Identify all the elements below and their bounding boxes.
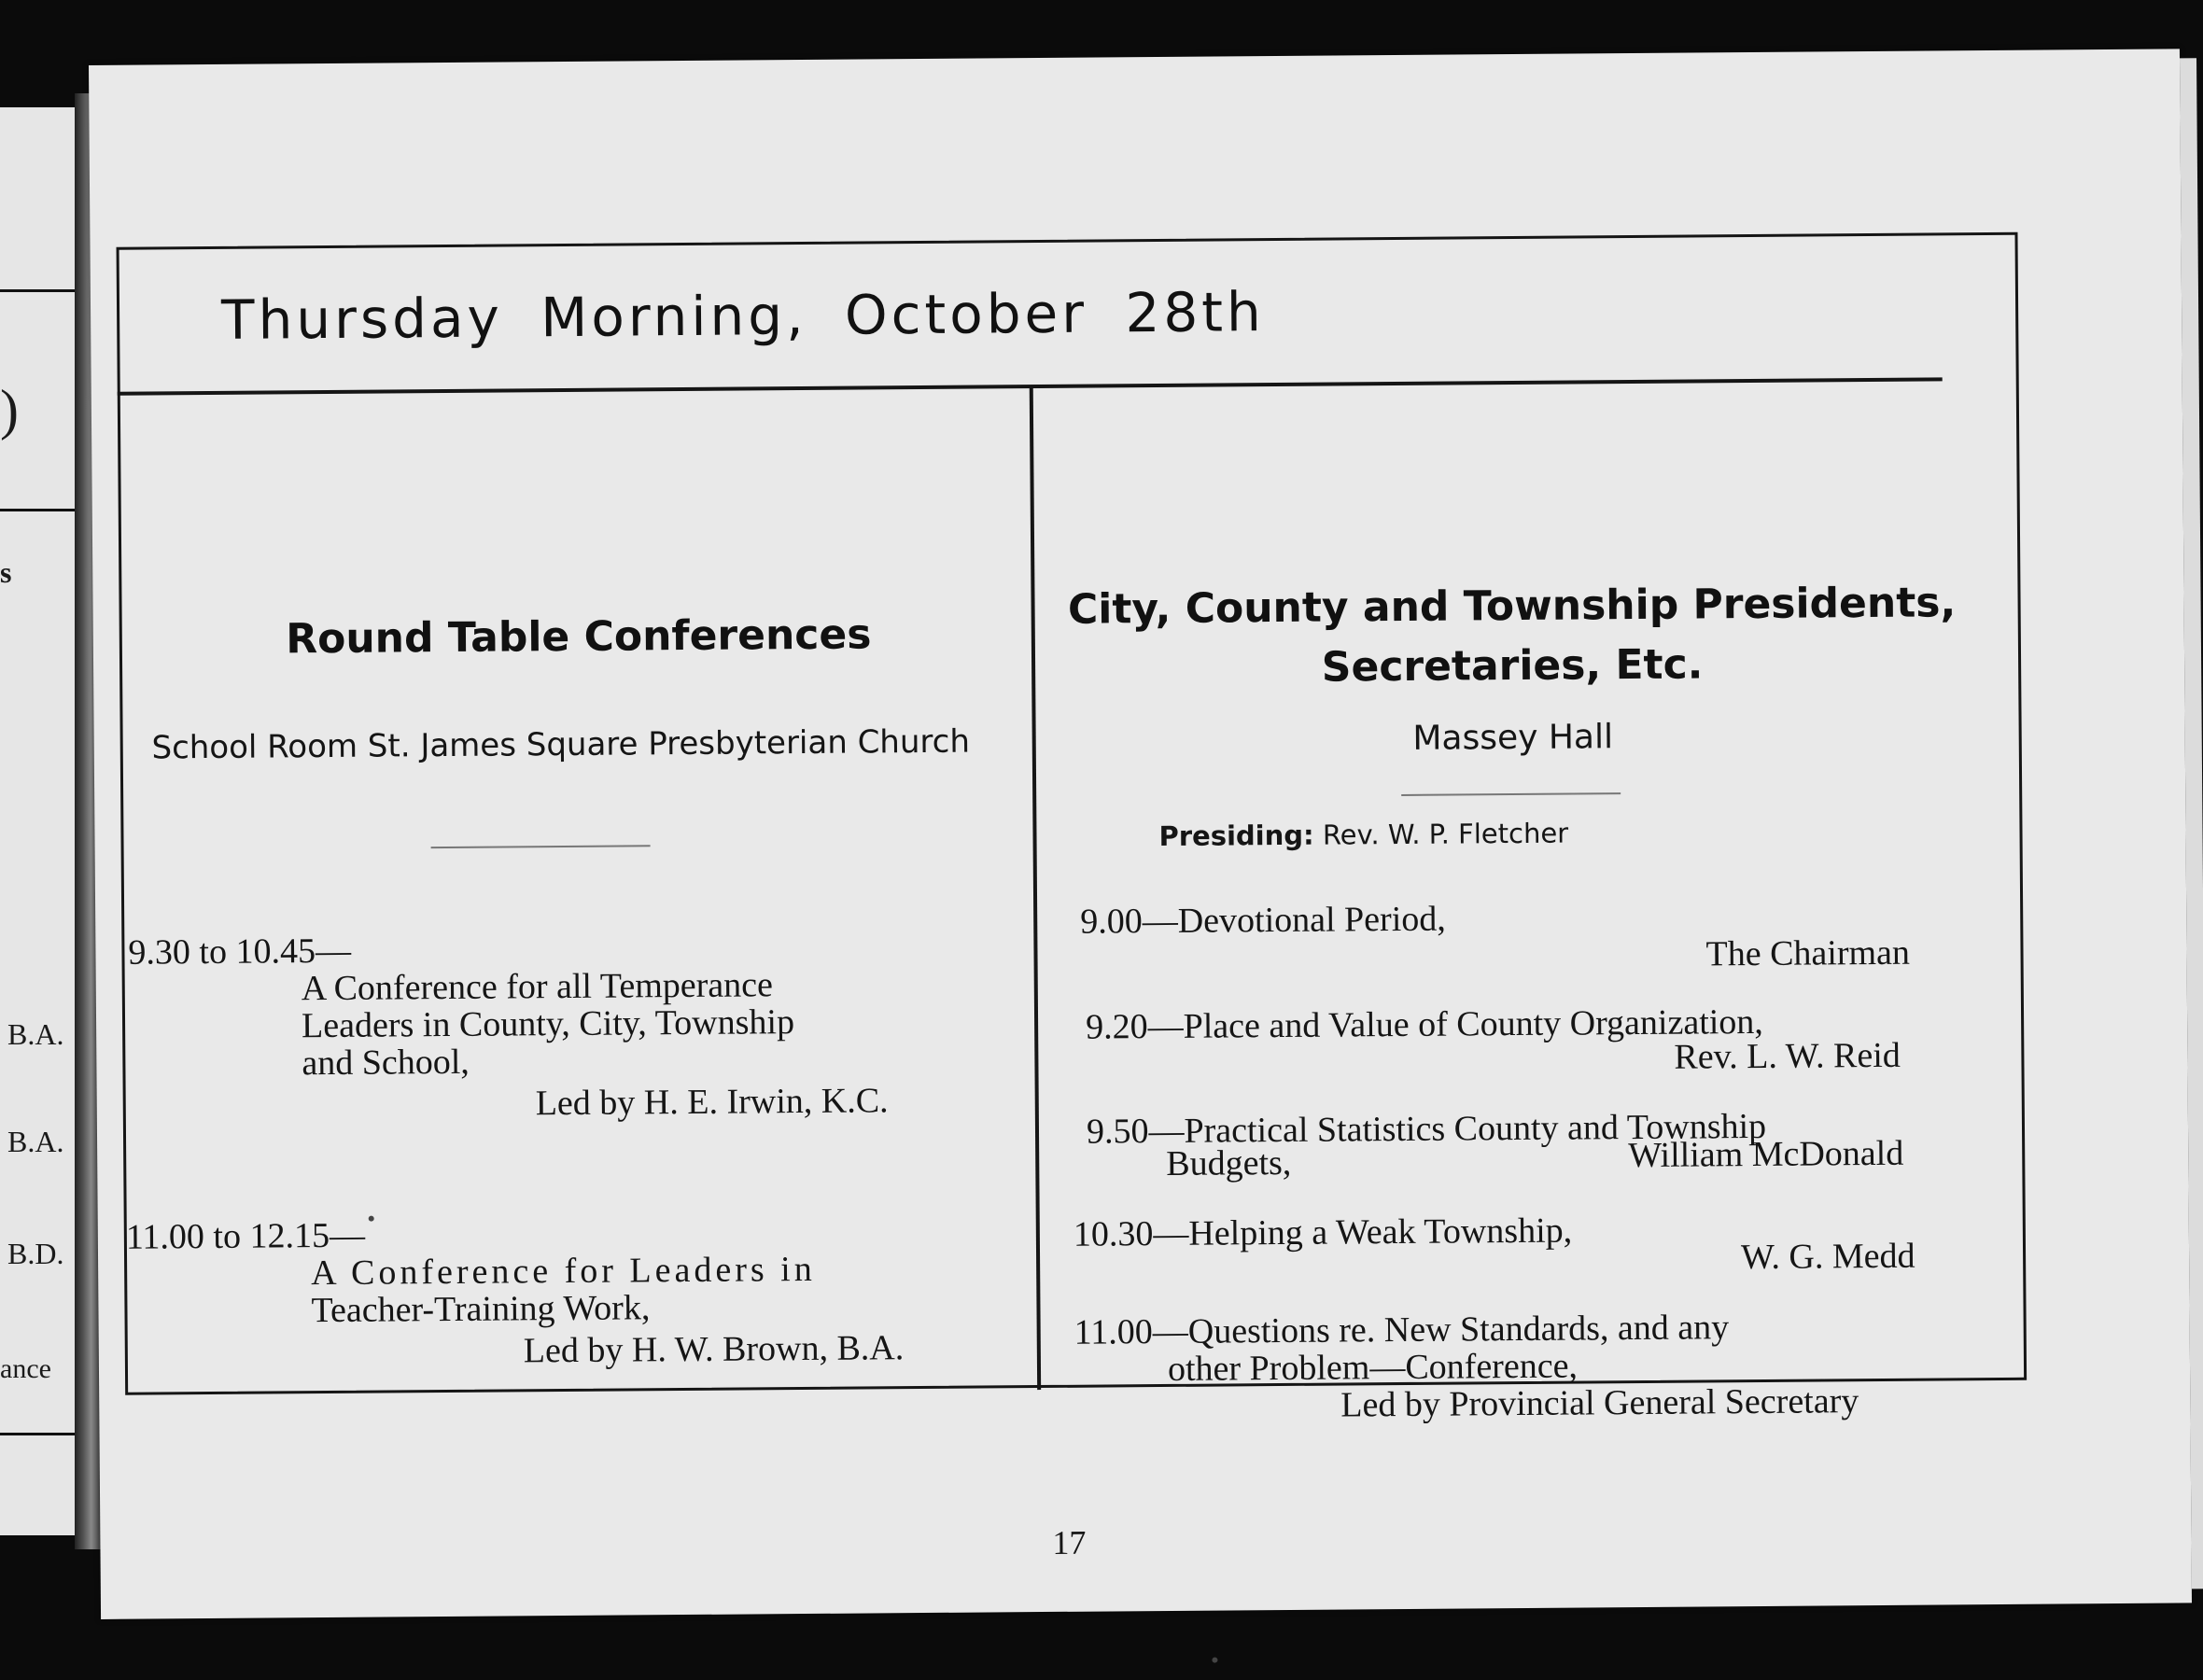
agenda-speaker: Led by Provincial General Secretary <box>1340 1381 1859 1425</box>
presiding-name: Rev. W. P. Fletcher <box>1322 817 1569 851</box>
previous-page-fragment: B.A. <box>7 1017 64 1051</box>
agenda-speaker: The Chairman <box>1705 932 1911 974</box>
agenda-item: 9.50—Practical Statistics County and Township <box>1086 1106 1767 1152</box>
right-location: Massey Hall <box>1412 718 1614 758</box>
session-line: Teacher-Training Work, <box>311 1288 651 1331</box>
agenda-item: 11.00—Questions re. New Standards, and any <box>1073 1308 1730 1352</box>
round-table-title: Round Table Conferences <box>286 610 872 664</box>
previous-page-rule <box>0 289 75 292</box>
previous-page-fragment: s <box>0 555 12 589</box>
agenda-time: 9.20 <box>1085 1007 1148 1047</box>
session-time: 11.00 to 12.15— <box>125 1215 366 1257</box>
agenda-topic: Place and Value of County Organization, <box>1183 1001 1764 1046</box>
agenda-topic: Questions re. New Standards, and any <box>1187 1308 1730 1351</box>
program-frame <box>117 232 2028 1395</box>
agenda-time: 9.00 <box>1080 902 1143 942</box>
previous-page-fragment: ) <box>0 379 19 441</box>
session-line: A Conference for Leaders in <box>311 1249 816 1294</box>
agenda-topic-continued: other Problem—Conference, <box>1167 1346 1579 1389</box>
agenda-time: 9.50 <box>1086 1112 1149 1152</box>
presiding-label: Presiding: <box>1158 819 1314 853</box>
session-time: 9.30 to 10.45— <box>128 931 352 973</box>
presidents-title <box>1045 573 1979 699</box>
previous-page-fragment: B.D. <box>7 1237 64 1270</box>
session-line: A Conference for all Temperance <box>301 965 774 1009</box>
page-edge <box>2180 58 2203 1589</box>
session-leader: Led by H. W. Brown, B.A. <box>523 1328 905 1371</box>
presidents-title-line: City, County and Township Presidents, <box>1067 579 1957 634</box>
program-page <box>89 49 2192 1619</box>
agenda-item: 9.20—Place and Value of County Organization, <box>1085 1001 1764 1047</box>
previous-page <box>0 107 75 1535</box>
agenda-topic: Devotional Period, <box>1177 899 1446 941</box>
agenda-speaker: William McDonald <box>1628 1133 1904 1176</box>
session-line: Leaders in County, City, Township <box>301 1002 795 1046</box>
session-line: and School, <box>302 1042 470 1084</box>
page-heading: Thursday Morning, October 28th <box>220 280 1266 352</box>
previous-page-fragment: B.A. <box>7 1125 64 1158</box>
agenda-topic: Practical Statistics County and Township <box>1184 1106 1767 1151</box>
agenda-time: 11.00 <box>1073 1312 1153 1352</box>
presiding-line <box>1158 818 1568 852</box>
agenda-speaker: W. G. Medd <box>1740 1236 1915 1278</box>
agenda-topic: Helping a Weak Township, <box>1188 1211 1573 1253</box>
paper-speck <box>369 1216 374 1222</box>
agenda-item: 9.00—Devotional Period, <box>1080 899 1446 942</box>
left-location: School Room St. James Square Presbyterian Church <box>151 722 971 767</box>
page-number: 17 <box>1052 1523 1087 1561</box>
previous-page-rule <box>0 509 75 511</box>
agenda-item: 10.30—Helping a Weak Township, <box>1073 1211 1573 1254</box>
agenda-speaker: Rev. L. W. Reid <box>1674 1035 1901 1077</box>
previous-page-fragment: ance <box>0 1353 51 1384</box>
paper-speck <box>1212 1658 1217 1663</box>
session-leader: Led by H. E. Irwin, K.C. <box>535 1081 889 1124</box>
previous-page-rule <box>0 1433 75 1435</box>
agenda-topic-continued: Budgets, <box>1166 1142 1292 1183</box>
presidents-title-line: Secretaries, Etc. <box>1321 640 1704 692</box>
agenda-time: 10.30 <box>1073 1214 1154 1254</box>
